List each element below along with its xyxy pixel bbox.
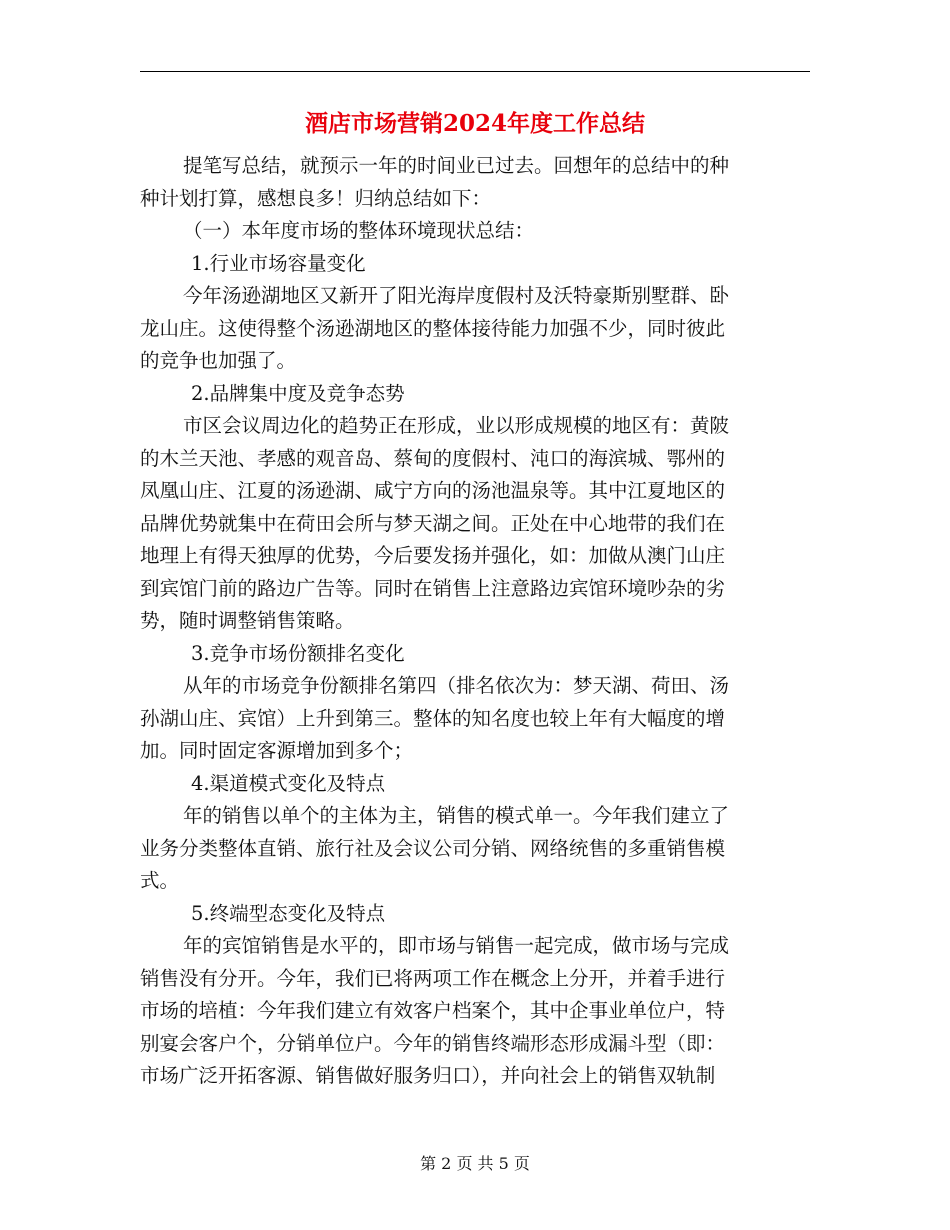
body-line: 势，随时调整销售策略。 bbox=[140, 609, 355, 632]
body-line: 孙湖山庄、宾馆）上升到第三。整体的知名度也较上年有大幅度的增 bbox=[140, 706, 726, 730]
section-heading: （一）本年度市场的整体环境现状总结： bbox=[183, 219, 535, 242]
body-line: 凤凰山庄、江夏的汤逊湖、咸宁方向的汤池温泉等。其中江夏地区的 bbox=[140, 479, 726, 502]
body-line: 市场的培植：今年我们建立有效客户档案个，其中企事业单位户，特 bbox=[140, 999, 726, 1022]
body-line: 业务分类整体直销、旅行社及会议公司分销、网络统售的多重销售模 bbox=[140, 836, 726, 860]
body-line: 别宴会客户个，分销单位户。今年的销售终端形态形成漏斗型（即： bbox=[140, 1031, 726, 1055]
body-line: 提笔写总结，就预示一年的时间业已过去。回想年的总结中的种 bbox=[183, 154, 730, 177]
body-line: 品牌优势就集中在荷田会所与梦天湖之间。正处在中心地带的我们在 bbox=[140, 511, 726, 535]
body-line: 从年的市场竞争份额排名第四（排名依次为：梦天湖、荷田、汤 bbox=[183, 674, 730, 697]
body-line: 地理上有得天独厚的优势，今后要发扬并强化，如：加做从澳门山庄 bbox=[140, 544, 726, 567]
subsection-heading: 2.品牌集中度及竞争态势 bbox=[191, 381, 405, 405]
body-line: 到宾馆门前的路边广告等。同时在销售上注意路边宾馆环境吵杂的劣 bbox=[140, 576, 726, 600]
subsection-heading: 4.渠道模式变化及特点 bbox=[191, 771, 386, 795]
subsection-heading: 3.竞争市场份额排名变化 bbox=[191, 641, 405, 665]
body-line: 的木兰天池、孝感的观音岛、蔡甸的度假村、沌口的海滨城、鄂州的 bbox=[140, 446, 726, 470]
document-body bbox=[140, 150, 802, 1093]
header-rule bbox=[140, 71, 810, 72]
subsection-heading: 5.终端型态变化及特点 bbox=[191, 901, 386, 925]
body-line: 市场广泛开拓客源、销售做好服务归口），并向社会上的销售双轨制 bbox=[140, 1064, 716, 1087]
body-line: 年的宾馆销售是水平的，即市场与销售一起完成，做市场与完成 bbox=[183, 934, 730, 957]
body-line: 市区会议周边化的趋势正在形成，业以形成规模的地区有：黄陂 bbox=[183, 414, 730, 437]
body-line: 销售没有分开。今年，我们已将两项工作在概念上分开，并着手进行 bbox=[140, 966, 726, 990]
body-line: 年的销售以单个的主体为主，销售的模式单一。今年我们建立了 bbox=[183, 804, 730, 827]
body-line: 式。 bbox=[140, 869, 180, 892]
body-line: 龙山庄。这使得整个汤逊湖地区的整体接待能力加强不少，同时彼此 bbox=[140, 316, 726, 340]
page-footer: 第 2 页 共 5 页 bbox=[420, 1154, 530, 1173]
body-line: 今年汤逊湖地区又新开了阳光海岸度假村及沃特豪斯别墅群、卧 bbox=[183, 284, 730, 307]
body-line: 的竞争也加强了。 bbox=[140, 349, 297, 372]
subsection-heading: 1.行业市场容量变化 bbox=[191, 251, 366, 275]
body-line: 加。同时固定客源增加到多个； bbox=[140, 739, 414, 762]
body-line: 种计划打算，感想良多！归纳总结如下： bbox=[140, 186, 492, 210]
document-title: 酒店市场营销2024年度工作总结 bbox=[304, 110, 645, 137]
